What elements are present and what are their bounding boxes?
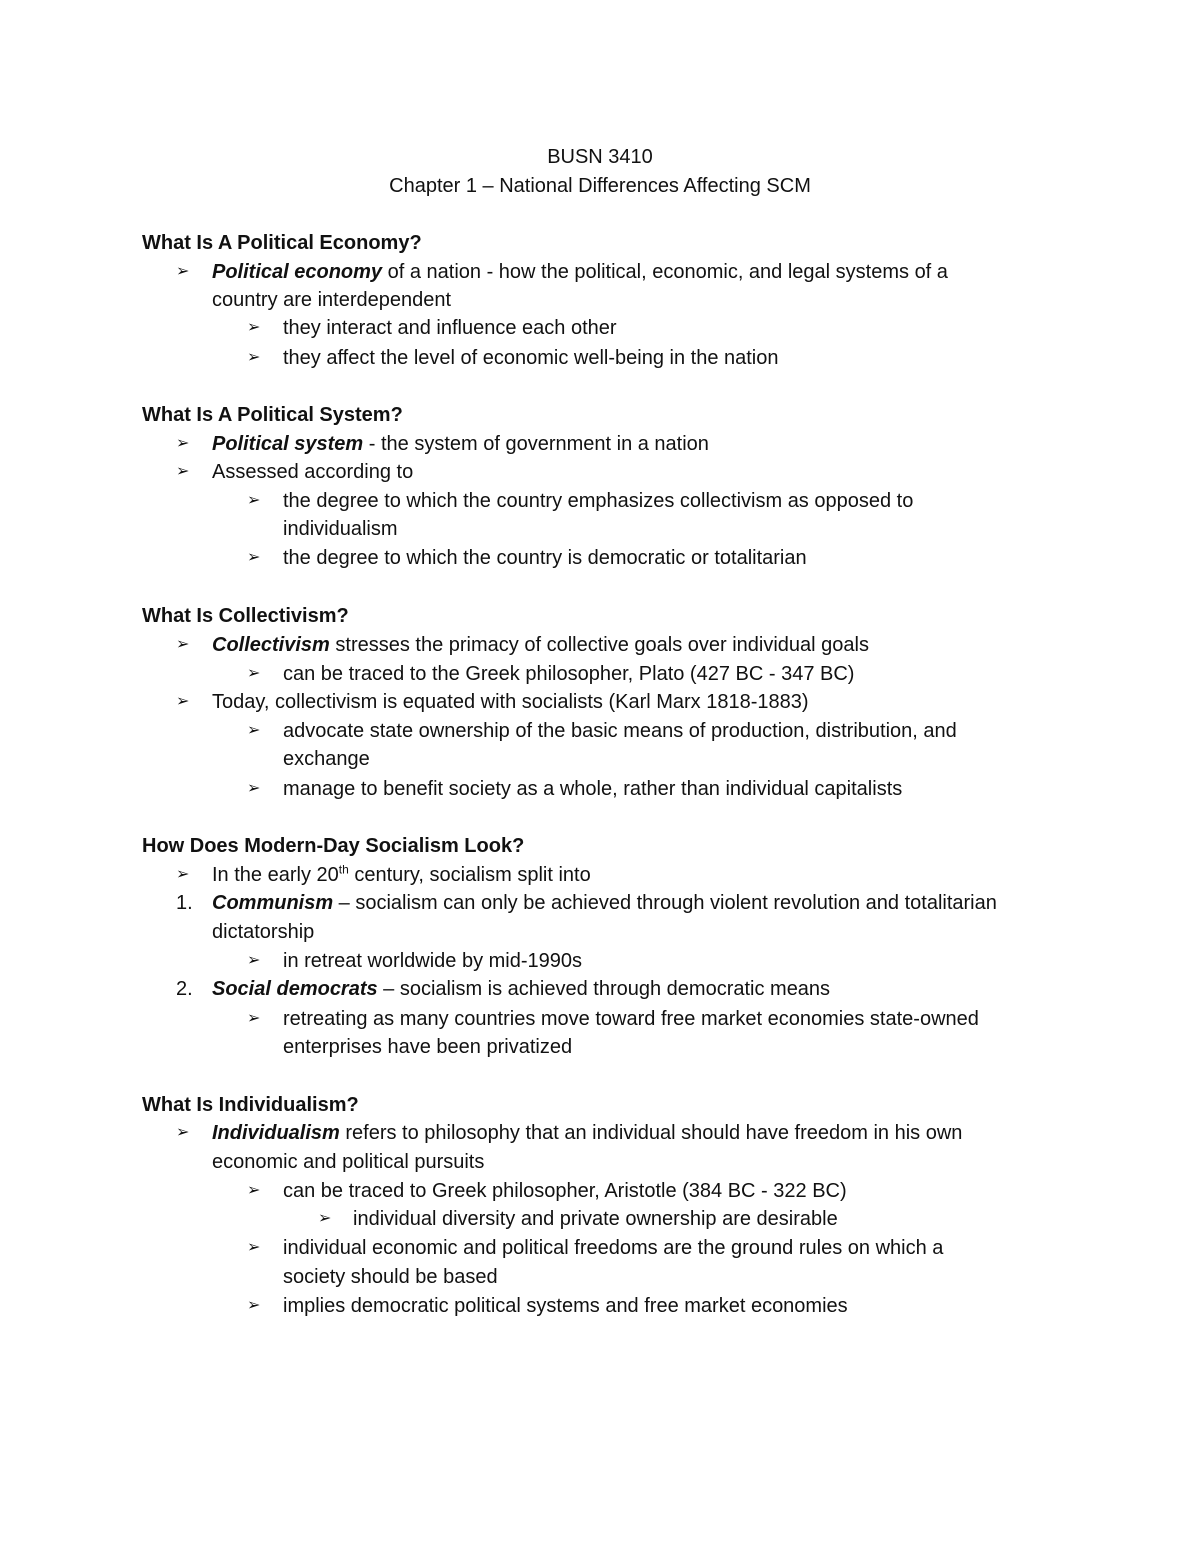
sub-bullet: they interact and influence each other xyxy=(283,317,617,339)
arrow-bullet-icon: ➢ xyxy=(176,1124,190,1141)
section-heading-collectivism: What Is Collectivism? xyxy=(142,605,349,627)
term-collectivism: Collectivism xyxy=(212,634,330,656)
term-political-system: Political system xyxy=(212,433,364,455)
bullet-text: of a nation - how the political, economic, and legal systems of a xyxy=(382,261,948,283)
list-number: 2. xyxy=(176,978,193,1000)
section-heading-political-economy: What Is A Political Economy? xyxy=(142,232,422,254)
arrow-bullet-icon: ➢ xyxy=(318,1210,332,1227)
arrow-bullet-icon: ➢ xyxy=(176,636,190,653)
arrow-bullet-icon: ➢ xyxy=(247,549,261,566)
course-code: BUSN 3410 xyxy=(547,146,653,168)
term-political-economy: Political economy xyxy=(212,261,383,283)
arrow-bullet-icon: ➢ xyxy=(176,866,190,883)
sub-bullet: they affect the level of economic well-being in the nation xyxy=(283,347,779,369)
numbered-item-communism xyxy=(212,891,997,915)
sub-bullet: manage to benefit society as a whole, rather than individual capitalists xyxy=(283,778,903,800)
term-communism: Communism xyxy=(212,892,334,914)
term-individualism: Individualism xyxy=(212,1122,340,1144)
arrow-bullet-icon: ➢ xyxy=(176,435,190,452)
sub-bullet: individual economic and political freedoms are the ground rules on which a xyxy=(283,1237,944,1259)
arrow-bullet-icon: ➢ xyxy=(247,1010,261,1027)
bullet: Today, collectivism is equated with socialists (Karl Marx 1818-1883) xyxy=(212,691,809,713)
sub-bullet: advocate state ownership of the basic means of production, distribution, and xyxy=(283,720,957,742)
bullet-political-economy xyxy=(212,260,948,284)
bullet-continuation: economic and political pursuits xyxy=(212,1151,485,1173)
term-social-democrats: Social democrats xyxy=(212,978,378,1000)
sub-bullet-continuation: exchange xyxy=(283,748,370,770)
list-number: 1. xyxy=(176,892,193,914)
numbered-item-social-democrats xyxy=(212,977,830,1001)
arrow-bullet-icon: ➢ xyxy=(247,492,261,509)
bullet-text: century, socialism split into xyxy=(348,864,591,886)
bullet-political-system xyxy=(212,432,709,456)
bullet-text: stresses the primacy of collective goals over individual goals xyxy=(329,634,869,656)
bullet-continuation: country are interdependent xyxy=(212,289,452,311)
sub-bullet-continuation: individualism xyxy=(283,518,398,540)
section-heading-socialism: How Does Modern-Day Socialism Look? xyxy=(142,835,525,857)
arrow-bullet-icon: ➢ xyxy=(247,349,261,366)
bullet-early-20th-century xyxy=(212,863,591,887)
sub-sub-bullet: individual diversity and private ownership are desirable xyxy=(353,1208,838,1230)
sub-bullet: in retreat worldwide by mid-1990s xyxy=(283,950,583,972)
sub-bullet: can be traced to the Greek philosopher, Plato (427 BC - 347 BC) xyxy=(283,663,855,685)
bullet-collectivism xyxy=(212,633,869,657)
bullet-individualism xyxy=(212,1121,962,1145)
sub-bullet: the degree to which the country emphasizes collectivism as opposed to xyxy=(283,490,914,512)
numbered-item-continuation: dictatorship xyxy=(212,921,315,943)
arrow-bullet-icon: ➢ xyxy=(176,693,190,710)
arrow-bullet-icon: ➢ xyxy=(247,952,261,969)
ordinal-superscript: th xyxy=(338,862,349,877)
item-text: – socialism is achieved through democratic means xyxy=(377,978,831,1000)
section-heading-individualism: What Is Individualism? xyxy=(142,1094,359,1116)
arrow-bullet-icon: ➢ xyxy=(247,1239,261,1256)
sub-bullet: retreating as many countries move toward free market economies state-owned xyxy=(283,1008,979,1030)
arrow-bullet-icon: ➢ xyxy=(176,463,190,480)
sub-bullet: the degree to which the country is democratic or totalitarian xyxy=(283,547,807,569)
bullet-text: In the early 20 xyxy=(212,864,339,886)
arrow-bullet-icon: ➢ xyxy=(176,263,190,280)
arrow-bullet-icon: ➢ xyxy=(247,665,261,682)
section-heading-political-system: What Is A Political System? xyxy=(142,404,403,426)
sub-bullet: can be traced to Greek philosopher, Aristotle (384 BC - 322 BC) xyxy=(283,1180,847,1202)
arrow-bullet-icon: ➢ xyxy=(247,1297,261,1314)
page-title: Chapter 1 – National Differences Affecting SCM xyxy=(389,175,811,197)
item-text: – socialism can only be achieved through violent revolution and totalitarian xyxy=(333,892,997,914)
sub-bullet-continuation: society should be based xyxy=(283,1266,498,1288)
arrow-bullet-icon: ➢ xyxy=(247,319,261,336)
bullet-text: refers to philosophy that an individual should have freedom in his own xyxy=(339,1122,963,1144)
arrow-bullet-icon: ➢ xyxy=(247,1182,261,1199)
bullet: Assessed according to xyxy=(212,461,414,483)
arrow-bullet-icon: ➢ xyxy=(247,780,261,797)
sub-bullet: implies democratic political systems and free market economies xyxy=(283,1295,848,1317)
arrow-bullet-icon: ➢ xyxy=(247,722,261,739)
sub-bullet-continuation: enterprises have been privatized xyxy=(283,1036,573,1058)
bullet-text: - the system of government in a nation xyxy=(363,433,709,455)
